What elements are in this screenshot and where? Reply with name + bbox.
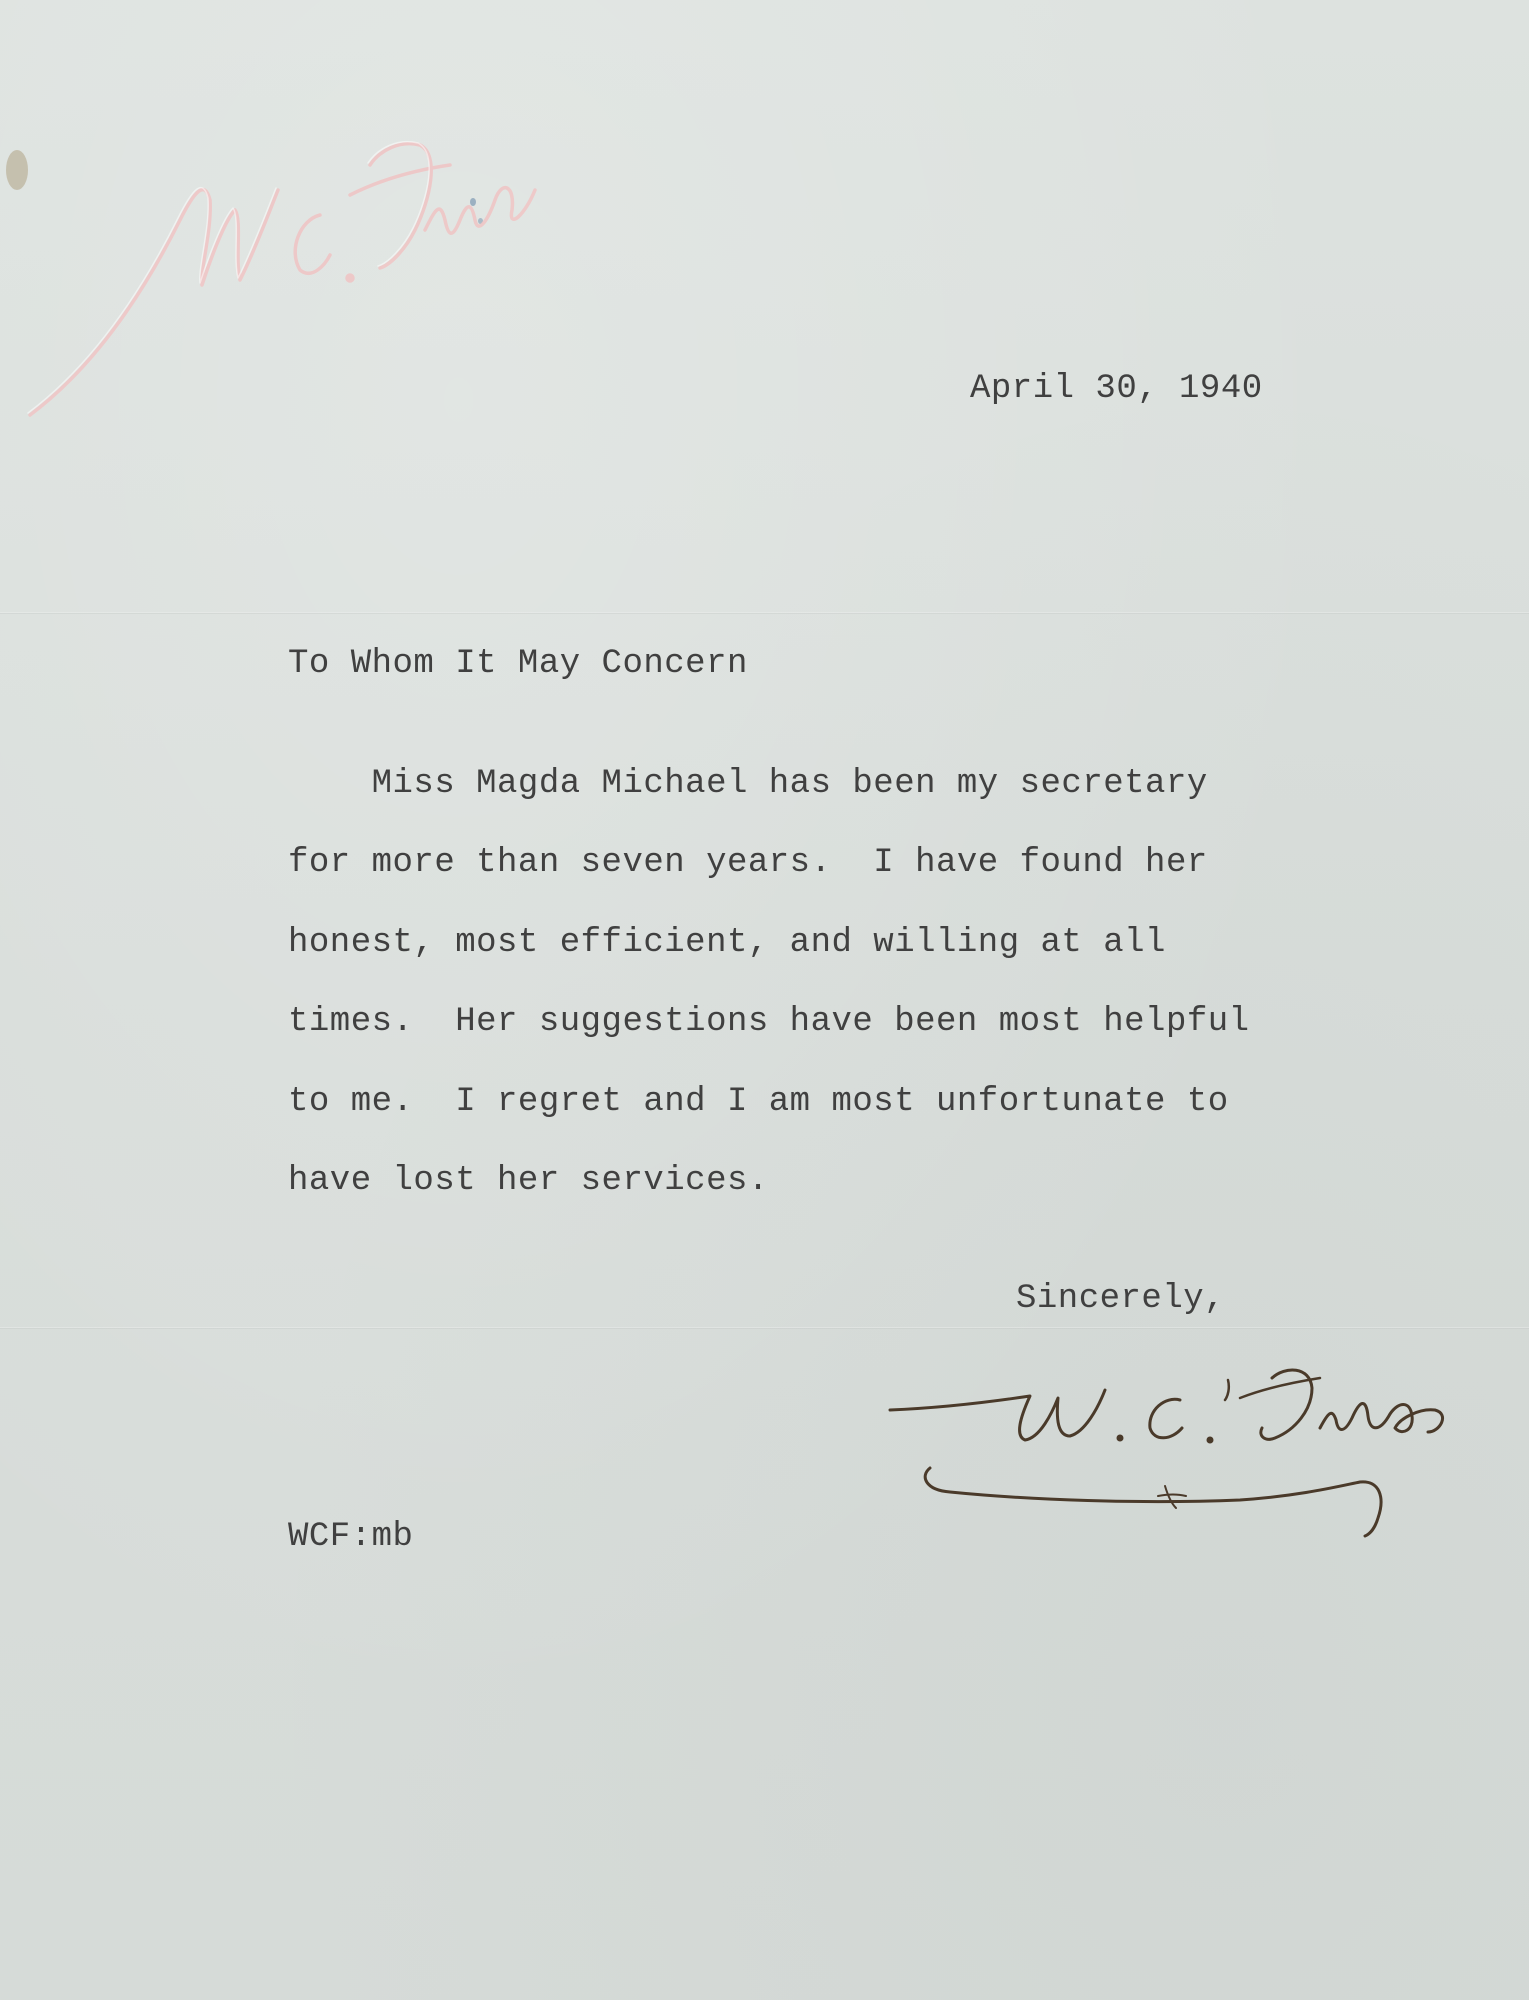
body-line: Miss Magda Michael has been my secretary — [288, 765, 1208, 803]
body-line: to me. I regret and I am most unfortunate to — [288, 1083, 1229, 1121]
body-line: have lost her services. — [288, 1162, 769, 1200]
body-line: times. Her suggestions have been most helpful — [288, 1003, 1250, 1041]
body-line: honest, most efficient, and willing at all — [288, 924, 1166, 962]
letter-closing: Sincerely, — [1016, 1280, 1226, 1318]
reference-initials: WCF:mb — [288, 1518, 414, 1556]
handwritten-signature — [880, 1358, 1500, 1540]
paper-fold-line — [0, 612, 1529, 614]
letter-salutation: To Whom It May Concern — [288, 645, 748, 683]
paper-fold-line — [0, 1327, 1529, 1329]
body-line: for more than seven years. I have found her — [288, 844, 1208, 882]
letter-date: April 30, 1940 — [970, 370, 1263, 408]
embossed-signature-letterhead — [20, 70, 540, 450]
